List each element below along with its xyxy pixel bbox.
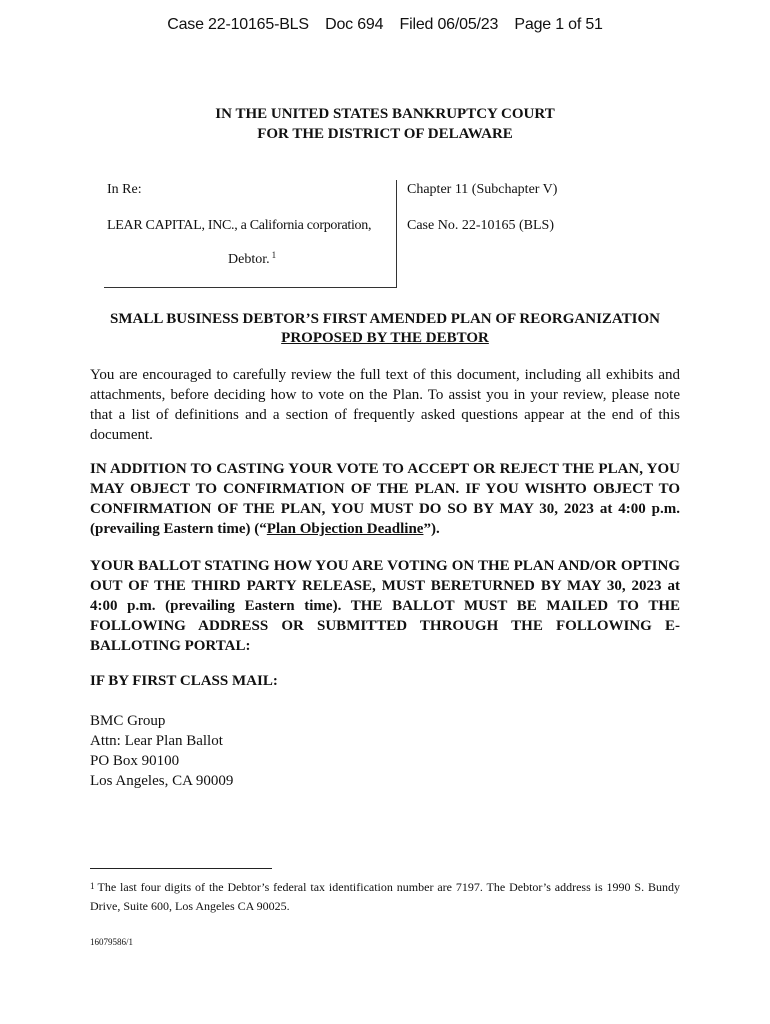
footnote-mark: 1 bbox=[90, 881, 95, 891]
footnote-divider bbox=[90, 868, 272, 869]
court-district-line: FOR THE DISTRICT OF DELAWARE bbox=[257, 126, 513, 142]
review-notice-paragraph: You are encouraged to carefully review the full text of this document, including all exhibits and attachments, before deciding how to vote on the Plan. To assist you in your review, please note that a list of definitions and a section of frequently asked questions appear at the end of this document. bbox=[90, 367, 680, 443]
page-count-stamp: Page 1 of 51 bbox=[514, 16, 603, 33]
objection-notice-paragraph bbox=[90, 459, 680, 539]
court-heading bbox=[0, 104, 770, 144]
address-line: PO Box 90100 bbox=[90, 753, 180, 769]
objection-notice-tail: ”). bbox=[423, 521, 440, 537]
plan-objection-deadline-term: Plan Objection Deadline bbox=[266, 521, 424, 537]
case-number-stamp: Case 22-10165-BLS bbox=[167, 16, 309, 33]
plan-title bbox=[0, 310, 770, 348]
chapter-label: Chapter 11 (Subchapter V) bbox=[407, 182, 558, 197]
address-line: BMC Group bbox=[90, 713, 166, 729]
document-id: 16079586/1 bbox=[90, 937, 134, 947]
case-caption bbox=[104, 180, 684, 288]
ballot-notice-paragraph: YOUR BALLOT STATING HOW YOU ARE VOTING ON THE PLAN AND/OR OPTING OUT OF THE THIRD PARTY RELEASE, MUST BERETURNED BY MAY 30, 2023 at 4:00 p.m. (prevailing Eastern time). THE BALLOT MUST BE MAILED TO THE FOLLOWING ADDRESS OR SUBMITTED THROUGH THE FOLLOWING E-BALLOTING PORTAL: bbox=[90, 558, 680, 654]
address-line: Attn: Lear Plan Ballot bbox=[90, 733, 223, 749]
mail-heading: IF BY FIRST CLASS MAIL: bbox=[90, 673, 278, 689]
in-re-label: In Re: bbox=[107, 182, 142, 197]
footnote-text: The last four digits of the Debtor’s federal tax identification number are 7197. The Debtor’s address is 1990 S. Bundy Drive, Suite 600, Los Angeles CA 90025. bbox=[90, 880, 680, 913]
debtor-label-text: Debtor. bbox=[228, 252, 270, 267]
mailing-address bbox=[90, 711, 233, 791]
address-line: Los Angeles, CA 90009 bbox=[90, 773, 234, 789]
debtor-party-name: LEAR CAPITAL, INC., a California corporation, bbox=[107, 218, 372, 233]
footnote-reference: 1 bbox=[271, 250, 277, 260]
doc-number-stamp: Doc 694 bbox=[325, 16, 384, 33]
court-name-line: IN THE UNITED STATES BANKRUPTCY COURT bbox=[215, 106, 555, 122]
footnote bbox=[90, 878, 680, 916]
plan-title-line2: PROPOSED BY THE DEBTOR bbox=[281, 330, 489, 346]
filed-date-stamp: Filed 06/05/23 bbox=[399, 16, 499, 33]
case-number-label: Case No. 22-10165 (BLS) bbox=[407, 218, 554, 233]
debtor-label bbox=[228, 252, 276, 268]
caption-party-block bbox=[104, 180, 397, 288]
objection-notice-text: IN ADDITION TO CASTING YOUR VOTE TO ACCEPT OR REJECT THE PLAN, YOU MAY OBJECT TO CONFIRMATION OF THE PLAN. IF YOU WISHTO OBJECT TO CONFIRMATION OF THE PLAN, YOU MUST DO SO BY MAY 30, 2023 at 4:00 p.m. (prevailing Eastern time) (“ bbox=[90, 461, 680, 537]
plan-title-line1: SMALL BUSINESS DEBTOR’S FIRST AMENDED PLAN OF REORGANIZATION bbox=[110, 311, 660, 327]
filing-header-stamp bbox=[0, 16, 770, 34]
